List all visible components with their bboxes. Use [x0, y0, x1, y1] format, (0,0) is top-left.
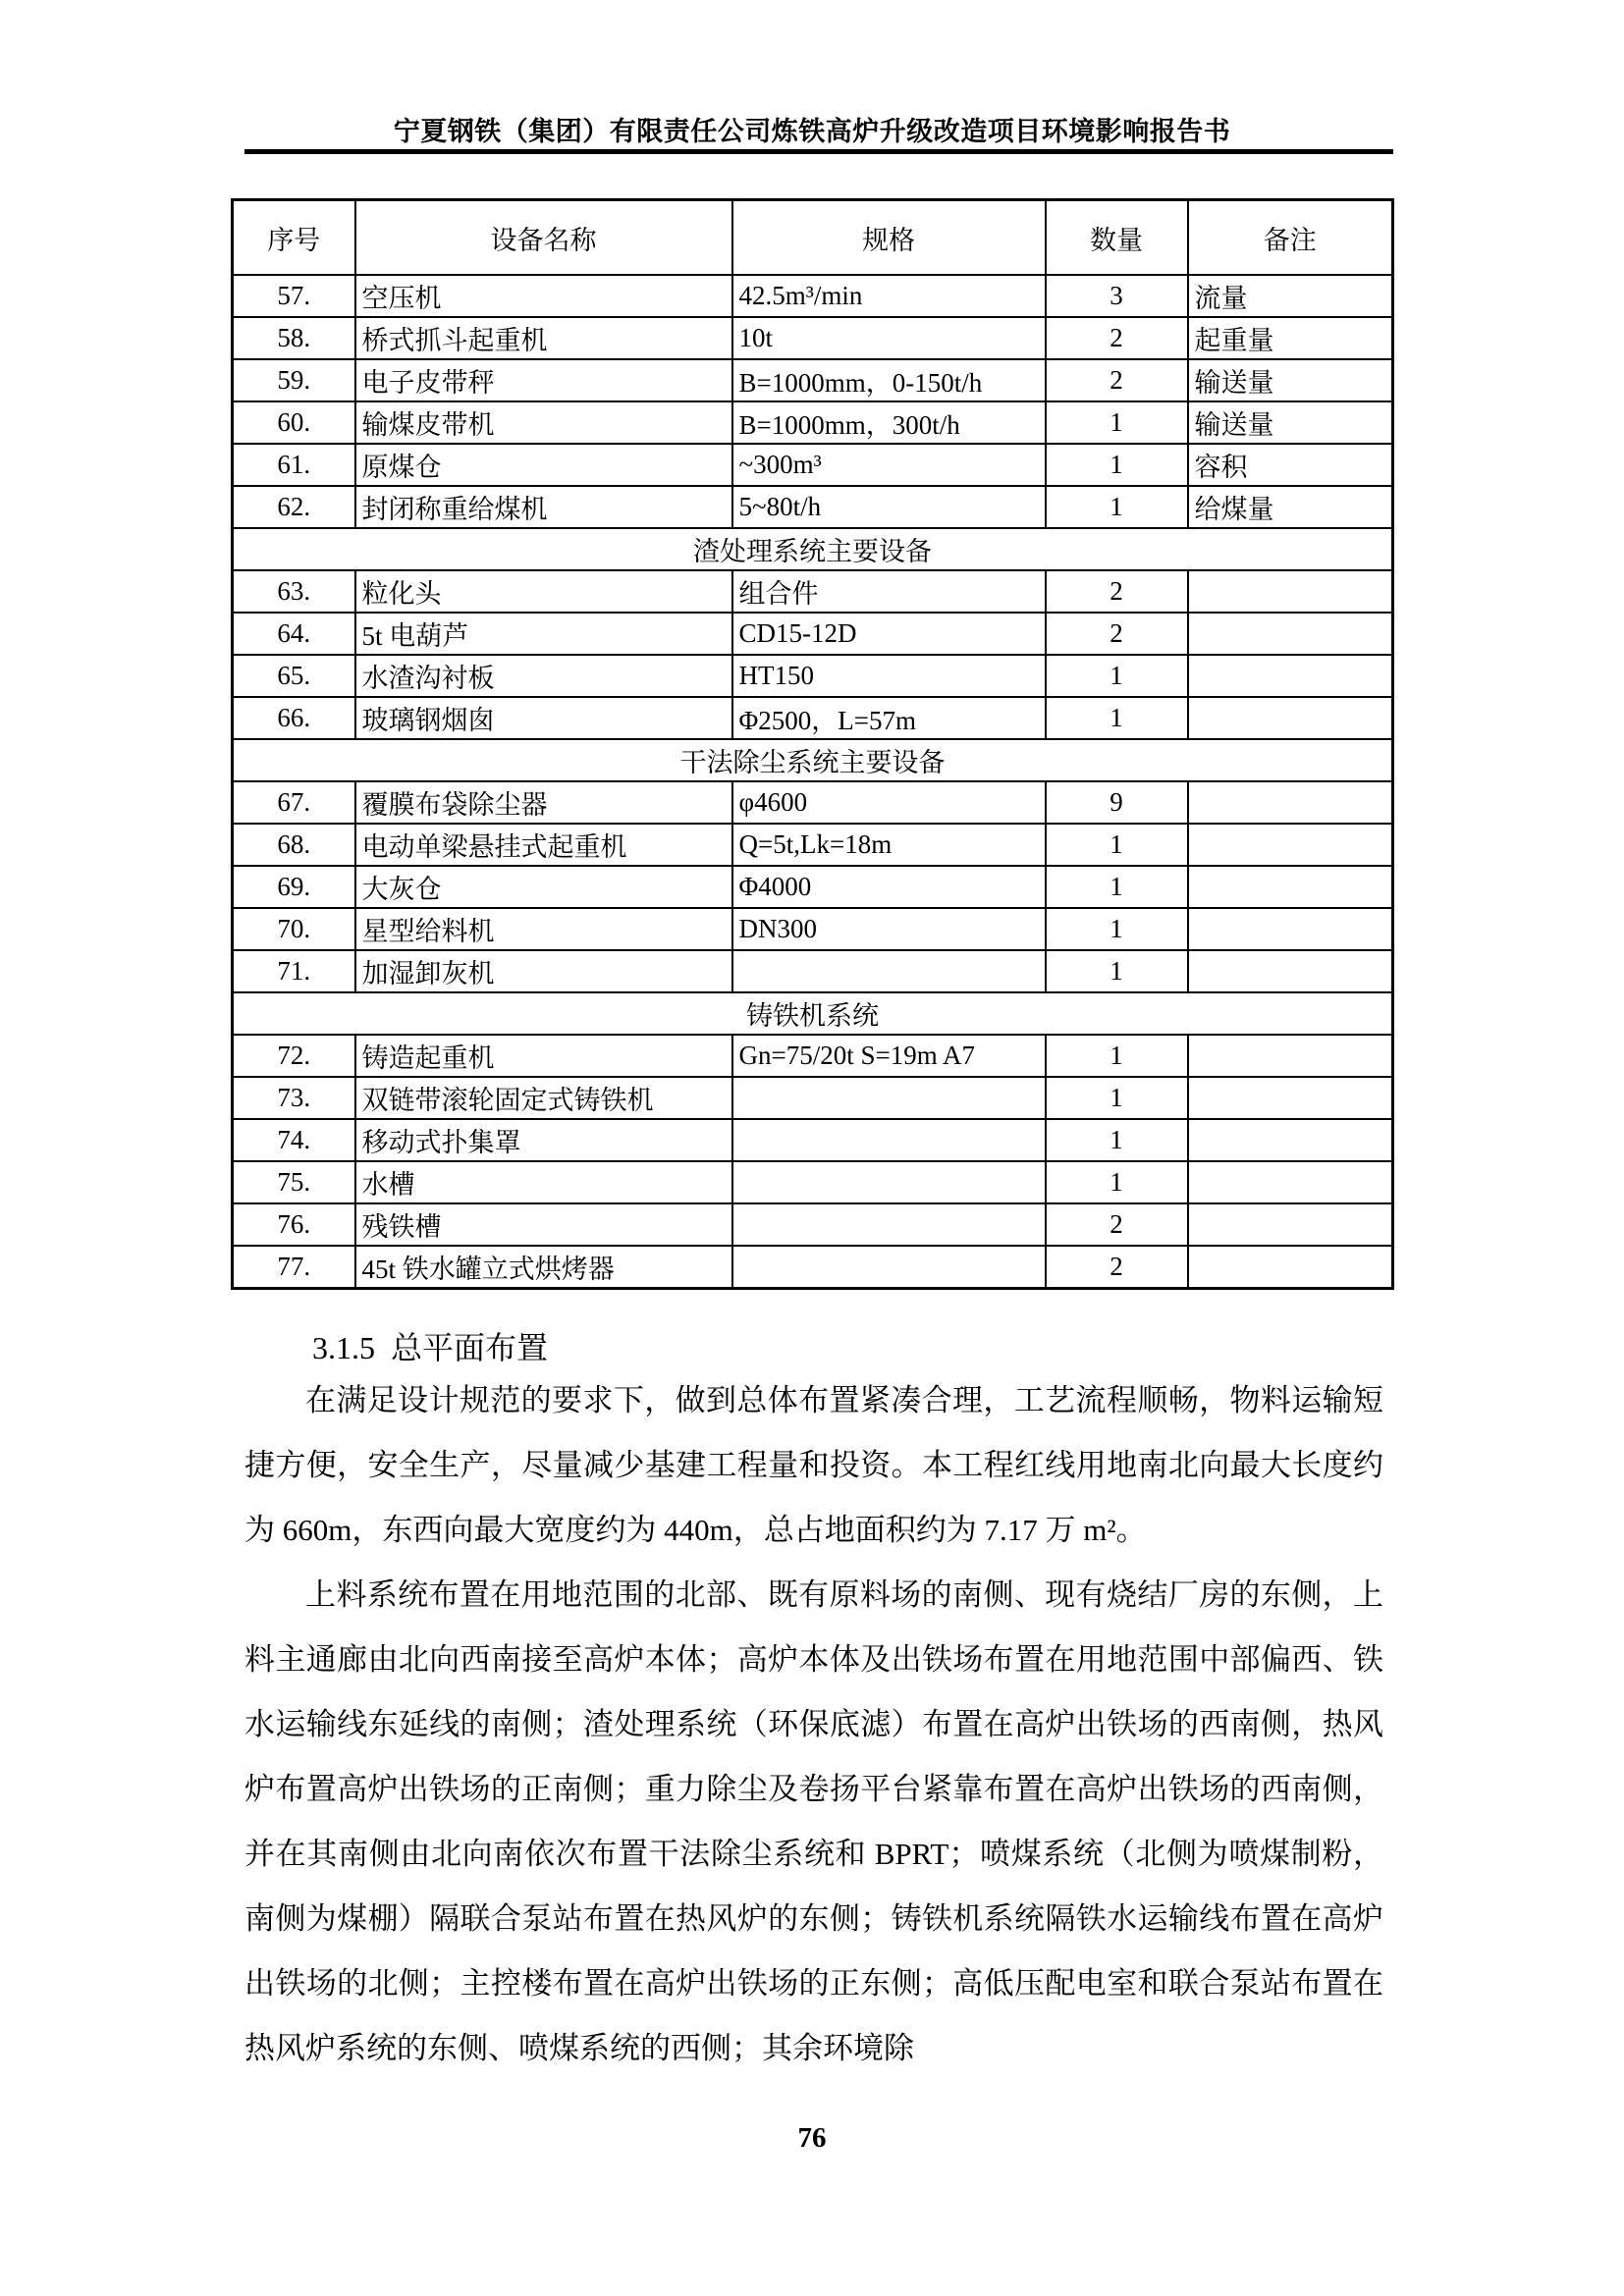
cell-no: 65.	[233, 655, 355, 697]
cell-name: 电子皮带秤	[355, 359, 732, 401]
cell-qty: 1	[1046, 655, 1188, 697]
cell-name: 电动单梁悬挂式起重机	[355, 824, 732, 866]
table-row	[233, 950, 1393, 992]
cell-spec: DN300	[732, 908, 1046, 950]
cell-no: 74.	[233, 1119, 355, 1161]
cell-remark	[1188, 824, 1393, 866]
cell-qty: 2	[1046, 317, 1188, 359]
cell-remark	[1188, 866, 1393, 908]
paragraph-system-placement: 上料系统布置在用地范围的北部、既有原料场的南侧、现有烧结厂房的东侧，上料主通廊由北向西南接至高炉本体；高炉本体及出铁场布置在用地范围中部偏西、铁水运输线东延线的南侧；渣处理系统（环保底滤）布置在高炉出铁场的西南侧，热风炉布置高炉出铁场的正南侧；重力除尘及卷扬平台紧靠布置在高炉出铁场的西南侧，并在其南侧由北向南依次布置干法除尘系统和 BPRT；喷煤系统（北侧为喷煤制粉，南侧为煤棚）隔联合泵站布置在热风炉的东侧；铸铁机系统隔铁水运输线布置在高炉出铁场的北侧；主控楼布置在高炉出铁场的正东侧；高低压配电室和联合泵站布置在热风炉系统的东侧、喷煤系统的西侧；其余环境除	[244, 1577, 1383, 2065]
table-row	[233, 570, 1393, 613]
table-row	[233, 1119, 1393, 1161]
cell-spec: B=1000mm，0-150t/h	[732, 359, 1046, 401]
cell-remark	[1188, 1203, 1393, 1246]
column-header-qty: 数量	[1046, 200, 1188, 276]
cell-remark	[1188, 1119, 1393, 1161]
cell-remark	[1188, 950, 1393, 992]
cell-name: 封闭称重给煤机	[355, 486, 732, 528]
cell-name: 空压机	[355, 275, 732, 317]
cell-no: 70.	[233, 908, 355, 950]
cell-remark	[1188, 570, 1393, 613]
paragraph-overall-layout: 在满足设计规范的要求下，做到总体布置紧凑合理，工艺流程顺畅，物料运输短捷方便，安全生产，尽量减少基建工程量和投资。本工程红线用地南北向最大长度约为 660m，东西向最大宽度约为 440m，总占地面积约为 7.17 万 m²。	[244, 1383, 1383, 1547]
cell-qty: 1	[1046, 824, 1188, 866]
cell-name: 双链带滚轮固定式铸铁机	[355, 1077, 732, 1119]
cell-remark	[1188, 655, 1393, 697]
cell-spec: 组合件	[732, 570, 1046, 613]
cell-qty: 2	[1046, 359, 1188, 401]
cell-name: 大灰仓	[355, 866, 732, 908]
cell-remark	[1188, 1035, 1393, 1077]
cell-qty: 2	[1046, 613, 1188, 655]
cell-name: 覆膜布袋除尘器	[355, 781, 732, 824]
table-row	[233, 908, 1393, 950]
table-row	[233, 275, 1393, 317]
cell-spec: Gn=75/20t S=19m A7	[732, 1035, 1046, 1077]
cell-remark: 输送量	[1188, 359, 1393, 401]
cell-qty: 1	[1046, 401, 1188, 444]
cell-spec: HT150	[732, 655, 1046, 697]
cell-name: 输煤皮带机	[355, 401, 732, 444]
equipment-table-body	[233, 275, 1393, 1289]
table-section-label: 铸铁机系统	[233, 992, 1393, 1035]
table-row	[233, 613, 1393, 655]
cell-no: 62.	[233, 486, 355, 528]
column-header-remark: 备注	[1188, 200, 1393, 276]
table-row	[233, 1077, 1393, 1119]
cell-spec: Q=5t,Lk=18m	[732, 824, 1046, 866]
cell-name: 5t 电葫芦	[355, 613, 732, 655]
cell-spec	[732, 1203, 1046, 1246]
cell-name: 移动式扑集罩	[355, 1119, 732, 1161]
body-text-block	[244, 1368, 1383, 2081]
cell-remark	[1188, 1161, 1393, 1203]
cell-name: 残铁槽	[355, 1203, 732, 1246]
cell-no: 60.	[233, 401, 355, 444]
cell-remark: 流量	[1188, 275, 1393, 317]
table-row	[233, 444, 1393, 486]
cell-qty: 1	[1046, 1077, 1188, 1119]
running-header-title: 宁夏钢铁（集团）有限责任公司炼铁高炉升级改造项目环境影响报告书	[393, 117, 1231, 146]
cell-no: 63.	[233, 570, 355, 613]
cell-no: 75.	[233, 1161, 355, 1203]
cell-name: 45t 铁水罐立式烘烤器	[355, 1246, 732, 1289]
cell-no: 72.	[233, 1035, 355, 1077]
cell-spec: B=1000mm，300t/h	[732, 401, 1046, 444]
header-rule-divider	[244, 149, 1393, 154]
cell-spec: CD15-12D	[732, 613, 1046, 655]
cell-remark: 输送量	[1188, 401, 1393, 444]
table-row	[233, 781, 1393, 824]
table-row	[233, 824, 1393, 866]
table-row	[233, 655, 1393, 697]
cell-no: 64.	[233, 613, 355, 655]
cell-name: 粒化头	[355, 570, 732, 613]
table-row	[233, 1035, 1393, 1077]
cell-no: 77.	[233, 1246, 355, 1289]
cell-name: 加湿卸灰机	[355, 950, 732, 992]
cell-spec: 10t	[732, 317, 1046, 359]
cell-no: 58.	[233, 317, 355, 359]
cell-no: 59.	[233, 359, 355, 401]
cell-no: 57.	[233, 275, 355, 317]
column-header-name: 设备名称	[355, 200, 732, 276]
cell-qty: 3	[1046, 275, 1188, 317]
section-heading-3-1-5: 3.1.5 总平面布置	[312, 1330, 549, 1365]
table-row	[233, 1203, 1393, 1246]
cell-remark	[1188, 697, 1393, 739]
cell-spec: Φ2500，L=57m	[732, 697, 1046, 739]
cell-spec	[732, 1077, 1046, 1119]
table-row	[233, 697, 1393, 739]
cell-spec	[732, 1161, 1046, 1203]
table-row	[233, 1161, 1393, 1203]
cell-name: 铸造起重机	[355, 1035, 732, 1077]
cell-qty: 1	[1046, 444, 1188, 486]
cell-qty: 1	[1046, 950, 1188, 992]
table-section-row	[233, 739, 1393, 781]
cell-qty: 1	[1046, 1035, 1188, 1077]
table-section-row	[233, 992, 1393, 1035]
cell-name: 原煤仓	[355, 444, 732, 486]
cell-remark: 起重量	[1188, 317, 1393, 359]
cell-qty: 1	[1046, 866, 1188, 908]
table-row	[233, 1246, 1393, 1289]
cell-remark: 容积	[1188, 444, 1393, 486]
cell-qty: 2	[1046, 1246, 1188, 1289]
table-section-label: 渣处理系统主要设备	[233, 528, 1393, 570]
table-row	[233, 866, 1393, 908]
cell-remark	[1188, 1077, 1393, 1119]
cell-no: 67.	[233, 781, 355, 824]
cell-no: 73.	[233, 1077, 355, 1119]
equipment-table	[231, 198, 1394, 1290]
cell-spec: 5~80t/h	[732, 486, 1046, 528]
cell-no: 61.	[233, 444, 355, 486]
cell-qty: 1	[1046, 486, 1188, 528]
cell-spec	[732, 1119, 1046, 1161]
cell-no: 71.	[233, 950, 355, 992]
cell-remark	[1188, 613, 1393, 655]
cell-name: 水渣沟衬板	[355, 655, 732, 697]
cell-spec	[732, 950, 1046, 992]
cell-remark	[1188, 1246, 1393, 1289]
page-number: 76	[797, 2122, 827, 2154]
cell-spec: φ4600	[732, 781, 1046, 824]
table-row	[233, 359, 1393, 401]
cell-name: 星型给料机	[355, 908, 732, 950]
cell-qty: 1	[1046, 1161, 1188, 1203]
cell-name: 桥式抓斗起重机	[355, 317, 732, 359]
column-header-no: 序号	[233, 200, 355, 276]
cell-qty: 9	[1046, 781, 1188, 824]
cell-spec: Φ4000	[732, 866, 1046, 908]
cell-name: 水槽	[355, 1161, 732, 1203]
cell-qty: 2	[1046, 570, 1188, 613]
table-row	[233, 401, 1393, 444]
cell-no: 76.	[233, 1203, 355, 1246]
cell-remark	[1188, 908, 1393, 950]
cell-name: 玻璃钢烟囱	[355, 697, 732, 739]
cell-spec	[732, 1246, 1046, 1289]
cell-qty: 1	[1046, 1119, 1188, 1161]
cell-remark: 给煤量	[1188, 486, 1393, 528]
cell-qty: 2	[1046, 1203, 1188, 1246]
table-section-row	[233, 528, 1393, 570]
cell-no: 68.	[233, 824, 355, 866]
cell-no: 69.	[233, 866, 355, 908]
cell-spec: ~300m³	[732, 444, 1046, 486]
column-header-spec: 规格	[732, 200, 1046, 276]
cell-qty: 1	[1046, 908, 1188, 950]
table-section-label: 干法除尘系统主要设备	[233, 739, 1393, 781]
cell-no: 66.	[233, 697, 355, 739]
cell-spec: 42.5m³/min	[732, 275, 1046, 317]
cell-qty: 1	[1046, 697, 1188, 739]
table-header-row	[233, 200, 1393, 276]
cell-remark	[1188, 781, 1393, 824]
table-row	[233, 486, 1393, 528]
table-row	[233, 317, 1393, 359]
